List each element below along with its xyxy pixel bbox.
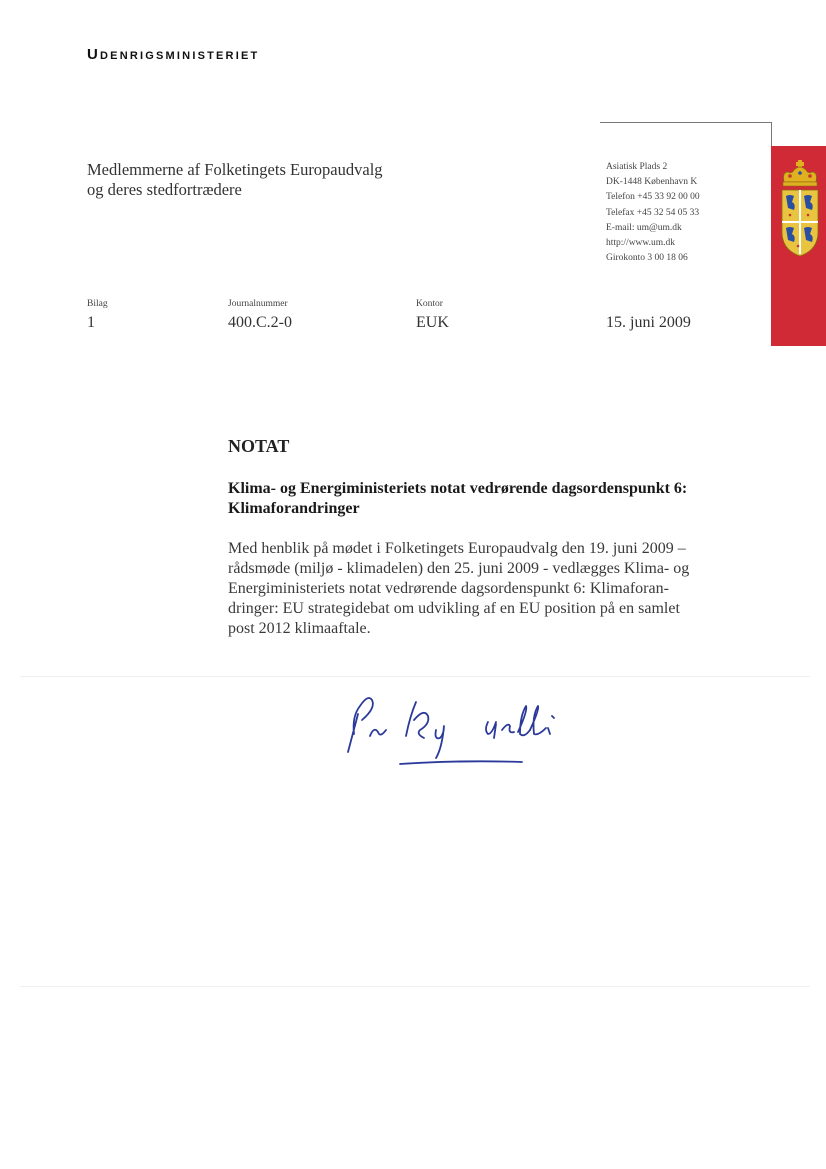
body-line: rådsmøde (miljø - klimadelen) den 25. juni 2009 - vedlægges Klima- og bbox=[228, 560, 690, 577]
kontor-label: Kontor bbox=[416, 299, 443, 309]
bilag-label: Bilag bbox=[87, 299, 108, 309]
bilag-value: 1 bbox=[87, 314, 95, 331]
address-line: Telefax +45 32 54 05 33 bbox=[606, 207, 700, 218]
address-line: Asiatisk Plads 2 bbox=[606, 162, 668, 172]
address-block bbox=[606, 160, 700, 266]
document-date: 15. juni 2009 bbox=[606, 314, 691, 331]
document-subject bbox=[228, 479, 768, 519]
body-line: Energiministeriets notat vedrørende dagsordenspunkt 6: Klimaforan- bbox=[228, 580, 669, 597]
kontor-value: EUK bbox=[416, 314, 449, 331]
header-rule-vertical bbox=[771, 122, 772, 146]
document-type: NOTAT bbox=[228, 436, 290, 456]
address-line: Telefon +45 33 92 00 00 bbox=[606, 192, 700, 203]
body-line: dringer: EU strategidebat om udvikling af en EU position på en samlet bbox=[228, 600, 680, 617]
scan-artifact-line bbox=[20, 676, 810, 677]
address-line: http://www.um.dk bbox=[606, 238, 676, 249]
header-rule bbox=[600, 122, 772, 123]
document-body bbox=[228, 539, 728, 639]
address-line: E-mail: um@um.dk bbox=[606, 222, 682, 233]
subject-line: Klima- og Energiministeriets notat vedrørende dagsordenspunkt 6: bbox=[228, 480, 688, 497]
body-line: Med henblik på mødet i Folketingets Europaudvalg den 19. juni 2009 – bbox=[228, 540, 686, 557]
recipient-line: Medlemmerne af Folketingets Europaudvalg bbox=[87, 160, 383, 179]
recipient-block bbox=[87, 160, 383, 200]
subject-line: Klimaforandringer bbox=[228, 500, 360, 517]
journal-label: Journalnummer bbox=[228, 299, 288, 309]
scan-artifact-line bbox=[20, 986, 810, 987]
crest-icon bbox=[778, 160, 822, 258]
signature-icon bbox=[340, 686, 580, 776]
body-line: post 2012 klimaaftale. bbox=[228, 620, 371, 637]
ministry-name: Udenrigsministeriet bbox=[87, 46, 260, 63]
recipient-line: og deres stedfortrædere bbox=[87, 180, 242, 199]
address-line: Girokonto 3 00 18 06 bbox=[606, 253, 688, 264]
address-line: DK-1448 København K bbox=[606, 177, 698, 188]
journal-value: 400.C.2-0 bbox=[228, 314, 292, 331]
